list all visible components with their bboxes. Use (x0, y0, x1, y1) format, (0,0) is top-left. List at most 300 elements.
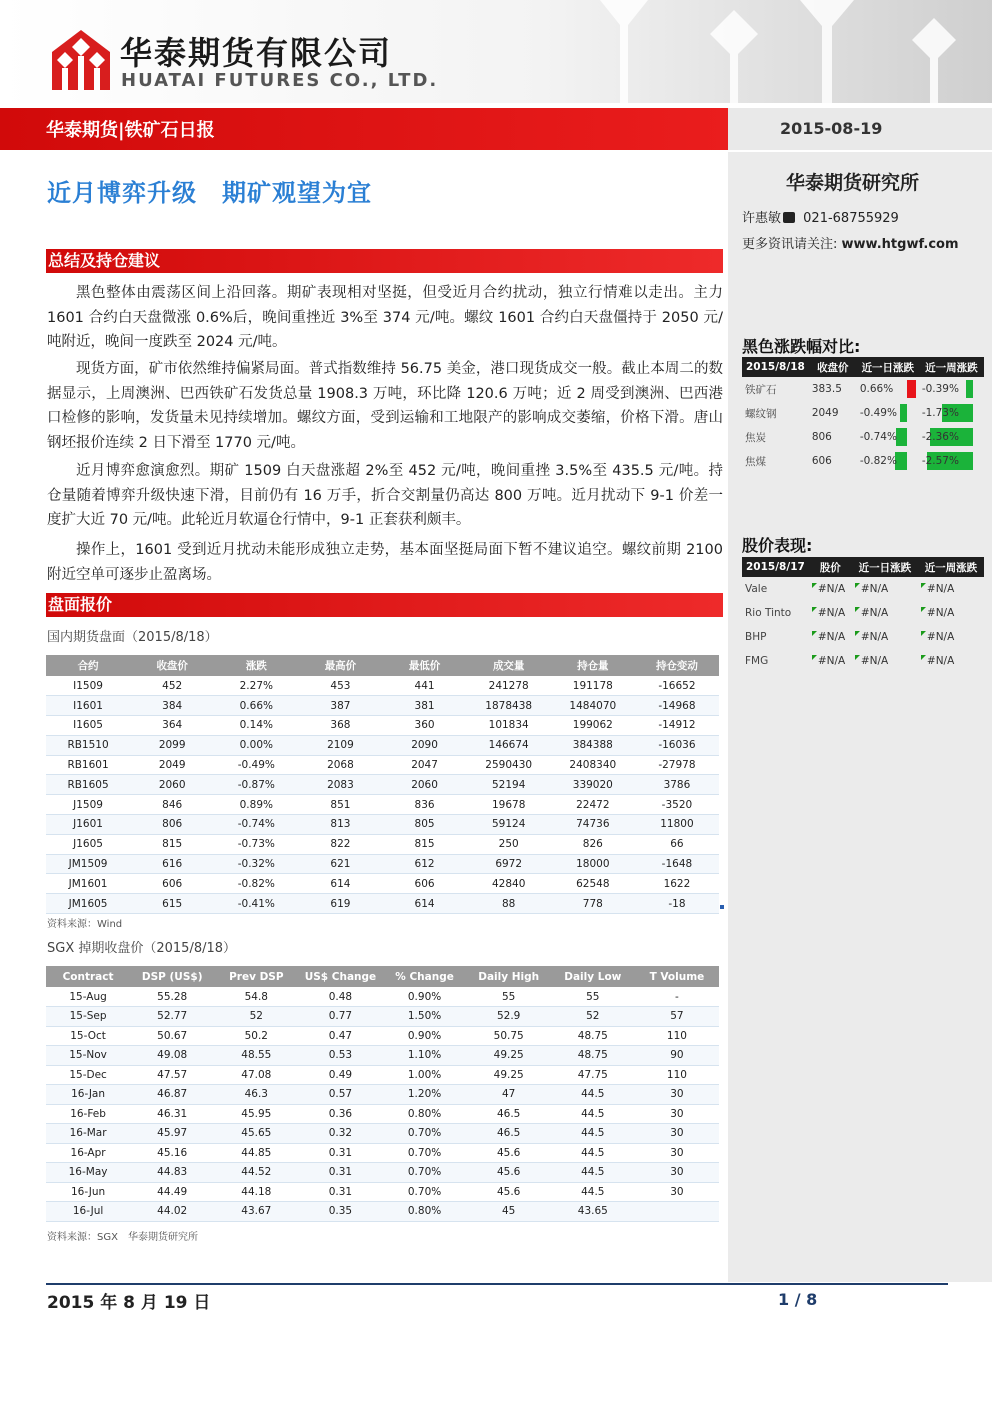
table-cell: 30 (635, 1104, 719, 1124)
sidebar (728, 152, 992, 1282)
table-cell: 30 (635, 1143, 719, 1163)
sgx-col-header: Daily High (467, 966, 551, 987)
stock-name: FMG (745, 655, 769, 667)
table-cell: 30 (635, 1124, 719, 1144)
table-cell: 0.36 (298, 1104, 382, 1124)
sgx-source: 资料来源：SGX 华泰期货研究所 (47, 1232, 198, 1243)
table-cell: I1601 (46, 696, 130, 716)
sgx-col-header: T Volume (635, 966, 719, 987)
stock-day-value: #N/A (860, 607, 889, 619)
black-compare-title: 黑色涨跌幅对比: (742, 337, 861, 356)
commodity-name: 焦煤 (745, 455, 766, 468)
table-cell: 52 (551, 1007, 635, 1027)
table-cell: 815 (383, 834, 467, 854)
table-cell: 2047 (383, 755, 467, 775)
table-cell: 45 (467, 1202, 551, 1222)
more-info (742, 233, 959, 252)
table-cell: 0.89% (214, 795, 298, 815)
company-logo (52, 30, 110, 90)
close-price: 806 (811, 431, 832, 443)
table-row (46, 1202, 719, 1222)
page-header (0, 0, 992, 103)
table-cell: 44.18 (214, 1182, 298, 1202)
table-cell: JM1509 (46, 854, 130, 874)
table-cell: 59124 (467, 815, 551, 835)
stock-name: BHP (745, 631, 767, 643)
table-cell: 2049 (130, 755, 214, 775)
analyst-name: 许惠敏 (742, 211, 782, 226)
table-cell: 0.48 (298, 987, 382, 1007)
day-change-value: -0.82% (859, 455, 897, 467)
table-cell: 805 (383, 815, 467, 835)
stock-week-value: #N/A (926, 655, 955, 667)
table-cell: 1.20% (383, 1085, 467, 1105)
stock-price-cell (809, 649, 852, 673)
summary-paragraph: 操作上，1601 受到近月扰动未能形成独立走势，基本面坚挺局面下暂不建议追空。螺纹前期 2100 附近空单可逐步止盈离场。 (47, 542, 723, 583)
website-link[interactable]: www.htgwf.com (841, 237, 959, 252)
stock-week-value: #N/A (926, 631, 955, 643)
black-row (742, 449, 984, 473)
table-cell: RB1605 (46, 775, 130, 795)
domestic-col-header: 最低价 (383, 655, 467, 676)
table-cell: 110 (635, 1065, 719, 1085)
table-cell: 49.25 (467, 1065, 551, 1085)
table-cell: 0.90% (383, 1026, 467, 1046)
table-row (46, 874, 719, 894)
table-cell: 191178 (551, 676, 635, 696)
table-cell: 0.31 (298, 1163, 382, 1183)
day-change-cell (857, 377, 919, 401)
table-cell: 55 (467, 987, 551, 1007)
table-cell: 1.50% (383, 1007, 467, 1027)
table-cell: -1648 (635, 854, 719, 874)
table-cell: 2090 (383, 735, 467, 755)
table-cell: 52.9 (467, 1007, 551, 1027)
table-cell: 45.95 (214, 1104, 298, 1124)
table-cell: 43.65 (551, 1202, 635, 1222)
table-cell: 0.66% (214, 696, 298, 716)
table-cell: 0.14% (214, 716, 298, 736)
stock-row (742, 577, 984, 601)
table-cell: 2109 (298, 735, 382, 755)
table-cell: 48.55 (214, 1046, 298, 1066)
domestic-source: 资料来源：Wind (47, 919, 123, 930)
table-cell: 822 (298, 834, 382, 854)
table-cell: 74736 (551, 815, 635, 835)
table-cell: 50.67 (130, 1026, 214, 1046)
table-cell: 15-Aug (46, 987, 130, 1007)
table-row (46, 854, 719, 874)
table-cell: 3786 (635, 775, 719, 795)
table-cell: 339020 (551, 775, 635, 795)
table-cell: 0.80% (383, 1202, 467, 1222)
week-change-cell (919, 449, 984, 473)
table-cell: 30 (635, 1163, 719, 1183)
table-cell: 48.75 (551, 1046, 635, 1066)
table-cell: 612 (383, 854, 467, 874)
day-change-value: -0.74% (859, 431, 897, 443)
error-flag-icon (812, 583, 817, 588)
table-cell: 45.97 (130, 1124, 214, 1144)
domestic-col-header: 涨跌 (214, 655, 298, 676)
table-cell: 44.83 (130, 1163, 214, 1183)
stock-price-cell (809, 601, 852, 625)
black-row (742, 401, 984, 425)
table-cell: 606 (383, 874, 467, 894)
table-cell: J1605 (46, 834, 130, 854)
stock-day-cell (852, 649, 918, 673)
table-row (46, 894, 719, 914)
week-change-cell (919, 425, 984, 449)
table-cell: I1509 (46, 676, 130, 696)
headline: 近月博弈升级 期矿观望为宜 (47, 179, 372, 207)
table-cell: RB1601 (46, 755, 130, 775)
table-cell: -14968 (635, 696, 719, 716)
table-row (46, 1124, 719, 1144)
table-cell: 47.08 (214, 1065, 298, 1085)
error-flag-icon (921, 583, 926, 588)
stock-day-cell (852, 601, 918, 625)
table-cell: 88 (467, 894, 551, 914)
table-cell: 0.70% (383, 1143, 467, 1163)
table-cell: 619 (298, 894, 382, 914)
black-row (742, 425, 984, 449)
table-cell: 0.32 (298, 1124, 382, 1144)
table-cell: 55 (551, 987, 635, 1007)
table-cell: 0.77 (298, 1007, 382, 1027)
table-cell: 621 (298, 854, 382, 874)
stock-row (742, 625, 984, 649)
table-cell: 1.10% (383, 1046, 467, 1066)
commodity-name: 铁矿石 (745, 383, 777, 396)
company-name-cn: 华泰期货有限公司 (120, 34, 393, 72)
table-row (46, 834, 719, 854)
table-cell: 49.08 (130, 1046, 214, 1066)
commodity-name: 焦炭 (745, 431, 766, 444)
table-cell: 46.5 (467, 1104, 551, 1124)
table-row (46, 735, 719, 755)
black-row (742, 377, 984, 401)
table-cell: 0.35 (298, 1202, 382, 1222)
error-flag-icon (855, 583, 860, 588)
error-flag-icon (812, 655, 817, 660)
table-row (46, 755, 719, 775)
stock-day-cell (852, 577, 918, 601)
table-cell: 815 (130, 834, 214, 854)
table-cell: 2590430 (467, 755, 551, 775)
table-cell: 52 (214, 1007, 298, 1027)
table-cell: 30 (635, 1085, 719, 1105)
stock-price-value: #N/A (817, 607, 846, 619)
week-change-value: -2.57% (921, 455, 959, 467)
table-cell: 19678 (467, 795, 551, 815)
table-cell: -0.74% (214, 815, 298, 835)
up-bar (907, 380, 916, 398)
table-marker (720, 905, 724, 909)
stock-th-price: 股价 (809, 557, 852, 577)
domestic-caption: 国内期货盘面（2015/8/18） (47, 630, 218, 645)
table-cell: JM1605 (46, 894, 130, 914)
table-row (46, 1065, 719, 1085)
table-cell: 52194 (467, 775, 551, 795)
table-cell: 44.02 (130, 1202, 214, 1222)
error-flag-icon (855, 607, 860, 612)
domestic-col-header: 成交量 (467, 655, 551, 676)
table-cell: -0.49% (214, 755, 298, 775)
table-cell: 250 (467, 834, 551, 854)
summary-paragraph: 现货方面，矿市依然维持偏紧局面。普式指数维持 56.75 美金，港口现货成交一般。截止本周二的数据显示，上周澳洲、巴西铁矿石发货总量 1908.3 万吨，环比降 120.6 万吨；近 2 周受到澳洲、巴西港口检修的影响，发货量未见持续增加。螺纹方面，受到运输和工地限产的影响成交萎缩，价格下滑。唐山钢坯报价连续 2 日下滑至 1770 元/吨。 (47, 361, 723, 451)
table-cell: 44.5 (551, 1143, 635, 1163)
table-cell: 2408340 (551, 755, 635, 775)
table-cell: 2060 (383, 775, 467, 795)
table-row (46, 1163, 719, 1183)
table-cell: 453 (298, 676, 382, 696)
table-cell: 15-Sep (46, 1007, 130, 1027)
table-cell: 44.5 (551, 1182, 635, 1202)
table-cell: 1878438 (467, 696, 551, 716)
table-cell: -0.32% (214, 854, 298, 874)
table-cell: 16-Feb (46, 1104, 130, 1124)
table-cell: J1601 (46, 815, 130, 835)
table-cell: 44.49 (130, 1182, 214, 1202)
table-row (46, 775, 719, 795)
table-cell: 50.75 (467, 1026, 551, 1046)
table-cell: 50.2 (214, 1026, 298, 1046)
table-cell: 241278 (467, 676, 551, 696)
table-cell: I1605 (46, 716, 130, 736)
sgx-col-header: % Change (383, 966, 467, 987)
error-flag-icon (855, 631, 860, 636)
analyst-contact (742, 207, 899, 226)
page-number: 1 / 8 (778, 1290, 818, 1309)
table-cell: 44.5 (551, 1085, 635, 1105)
table-cell: 45.6 (467, 1182, 551, 1202)
error-flag-icon (921, 631, 926, 636)
table-cell: -18 (635, 894, 719, 914)
table-cell: 0.47 (298, 1026, 382, 1046)
stock-price-value: #N/A (817, 583, 846, 595)
error-flag-icon (855, 655, 860, 660)
sgx-swap-table (46, 966, 719, 1222)
table-row (46, 1007, 719, 1027)
table-cell: 42840 (467, 874, 551, 894)
week-change-cell (919, 401, 984, 425)
table-cell: -3520 (635, 795, 719, 815)
table-cell: 45.65 (214, 1124, 298, 1144)
table-cell: 45.6 (467, 1143, 551, 1163)
table-cell: 47.57 (130, 1065, 214, 1085)
table-cell: -0.87% (214, 775, 298, 795)
table-cell: 826 (551, 834, 635, 854)
table-cell: 47.75 (551, 1065, 635, 1085)
table-cell: -27978 (635, 755, 719, 775)
domestic-col-header: 最高价 (298, 655, 382, 676)
stock-day-value: #N/A (860, 631, 889, 643)
table-cell: 11800 (635, 815, 719, 835)
table-cell: 45.6 (467, 1163, 551, 1183)
table-cell: 146674 (467, 735, 551, 755)
table-cell: 364 (130, 716, 214, 736)
table-cell: 0.49 (298, 1065, 382, 1085)
domestic-col-header: 收盘价 (130, 655, 214, 676)
error-flag-icon (812, 631, 817, 636)
stock-th-date: 2015/8/17 (742, 557, 809, 577)
table-cell: 615 (130, 894, 214, 914)
table-cell: 16-Mar (46, 1124, 130, 1144)
table-cell: 0.31 (298, 1182, 382, 1202)
sgx-caption: SGX 掉期收盘价（2015/8/18） (47, 941, 237, 956)
stock-week-cell (918, 601, 984, 625)
table-cell: 387 (298, 696, 382, 716)
sgx-col-header: Daily Low (551, 966, 635, 987)
table-cell: 44.85 (214, 1143, 298, 1163)
week-change-value: -0.39% (921, 383, 959, 395)
table-cell: 616 (130, 854, 214, 874)
table-cell: 46.87 (130, 1085, 214, 1105)
week-change-value: -2.36% (921, 431, 959, 443)
stock-week-value: #N/A (926, 607, 955, 619)
stock-row (742, 649, 984, 673)
table-cell: 778 (551, 894, 635, 914)
domestic-futures-table (46, 655, 719, 914)
table-row (46, 696, 719, 716)
stock-price-cell (809, 625, 852, 649)
table-cell: 2.27% (214, 676, 298, 696)
domestic-col-header: 合约 (46, 655, 130, 676)
table-cell: - (635, 987, 719, 1007)
table-cell: 441 (383, 676, 467, 696)
table-cell: 0.57 (298, 1085, 382, 1105)
day-change-cell (857, 425, 919, 449)
table-cell: 384388 (551, 735, 635, 755)
table-cell: 101834 (467, 716, 551, 736)
stock-title: 股价表现: (742, 536, 813, 555)
table-row (46, 1026, 719, 1046)
table-row (46, 987, 719, 1007)
table-cell: 2083 (298, 775, 382, 795)
table-cell: 30 (635, 1182, 719, 1202)
table-row (46, 1085, 719, 1105)
summary-section-title: 总结及持仓建议 (46, 249, 723, 273)
table-row (46, 1046, 719, 1066)
table-cell: 15-Nov (46, 1046, 130, 1066)
table-cell: 62548 (551, 874, 635, 894)
error-flag-icon (921, 607, 926, 612)
table-cell: -14912 (635, 716, 719, 736)
table-cell: 46.31 (130, 1104, 214, 1124)
table-cell: 0.70% (383, 1124, 467, 1144)
company-name-en: HUATAI FUTURES CO., LTD. (121, 70, 439, 91)
table-cell: 46.3 (214, 1085, 298, 1105)
stock-name: Rio Tinto (745, 607, 792, 619)
down-bar (966, 380, 973, 398)
black-th-day: 近一日涨跌 (857, 357, 919, 377)
sgx-col-header: Prev DSP (214, 966, 298, 987)
sgx-col-header: Contract (46, 966, 130, 987)
stock-th-day: 近一日涨跌 (852, 557, 918, 577)
report-title: 华泰期货|铁矿石日报 (46, 120, 215, 141)
table-cell: 384 (130, 696, 214, 716)
table-cell: 846 (130, 795, 214, 815)
analyst-phone: 021-68755929 (803, 211, 899, 226)
stock-week-cell (918, 625, 984, 649)
black-th-week: 近一周涨跌 (919, 357, 984, 377)
table-row (46, 676, 719, 696)
table-cell (635, 1202, 719, 1222)
domestic-col-header: 持仓变动 (635, 655, 719, 676)
table-cell: 16-Apr (46, 1143, 130, 1163)
stock-week-cell (918, 649, 984, 673)
table-cell: 52.77 (130, 1007, 214, 1027)
table-cell: 48.75 (551, 1026, 635, 1046)
table-cell: 381 (383, 696, 467, 716)
table-row (46, 815, 719, 835)
footer-date: 2015 年 8 月 19 日 (47, 1293, 211, 1313)
down-bar (895, 452, 906, 470)
table-cell: 2099 (130, 735, 214, 755)
table-cell: 66 (635, 834, 719, 854)
table-cell: -0.73% (214, 834, 298, 854)
close-price: 383.5 (811, 383, 842, 395)
table-cell: 0.00% (214, 735, 298, 755)
table-cell: 43.67 (214, 1202, 298, 1222)
stock-name: Vale (745, 583, 768, 595)
stock-day-value: #N/A (860, 655, 889, 667)
table-cell: 16-Jan (46, 1085, 130, 1105)
black-compare-table (742, 357, 984, 473)
error-flag-icon (921, 655, 926, 660)
sgx-col-header: DSP (US$) (130, 966, 214, 987)
table-cell: 2060 (130, 775, 214, 795)
table-cell: 1622 (635, 874, 719, 894)
table-cell: 1.00% (383, 1065, 467, 1085)
table-cell: 452 (130, 676, 214, 696)
table-cell: 90 (635, 1046, 719, 1066)
table-row (46, 795, 719, 815)
phone-icon (783, 212, 795, 223)
table-cell: 44.5 (551, 1163, 635, 1183)
table-cell: 44.5 (551, 1104, 635, 1124)
institute-name: 华泰期货研究所 (786, 172, 920, 194)
table-cell: 199062 (551, 716, 635, 736)
week-change-value: -1.73% (921, 407, 959, 419)
table-cell: 54.8 (214, 987, 298, 1007)
summary-paragraph: 黑色整体由震荡区间上沿回落。期矿表现相对坚挺，但受近月合约扰动，独立行情难以走出。主力 1601 合约白天盘微涨 0.6%后，晚间重挫近 3%至 374 元/吨。螺纹 1601 合约白天盘僵持于 2050 元/吨附近，晚间一度跌至 2024 元/吨。 (47, 285, 723, 350)
table-cell: 0.31 (298, 1143, 382, 1163)
report-date: 2015-08-19 (780, 119, 883, 138)
table-row (46, 1182, 719, 1202)
quotes-section-title: 盘面报价 (46, 593, 723, 617)
table-cell: 16-May (46, 1163, 130, 1183)
error-flag-icon (812, 607, 817, 612)
table-cell: RB1510 (46, 735, 130, 755)
footer-rule (46, 1283, 948, 1285)
table-cell: 0.53 (298, 1046, 382, 1066)
table-cell: 614 (383, 894, 467, 914)
down-bar (896, 428, 906, 446)
table-cell: 0.90% (383, 987, 467, 1007)
stock-price-value: #N/A (817, 655, 846, 667)
table-cell: 0.80% (383, 1104, 467, 1124)
stock-day-cell (852, 625, 918, 649)
day-change-value: -0.49% (859, 407, 897, 419)
down-bar (900, 404, 907, 422)
table-cell: 22472 (551, 795, 635, 815)
table-cell: 47 (467, 1085, 551, 1105)
table-row (46, 716, 719, 736)
week-change-cell (919, 377, 984, 401)
table-cell: 368 (298, 716, 382, 736)
